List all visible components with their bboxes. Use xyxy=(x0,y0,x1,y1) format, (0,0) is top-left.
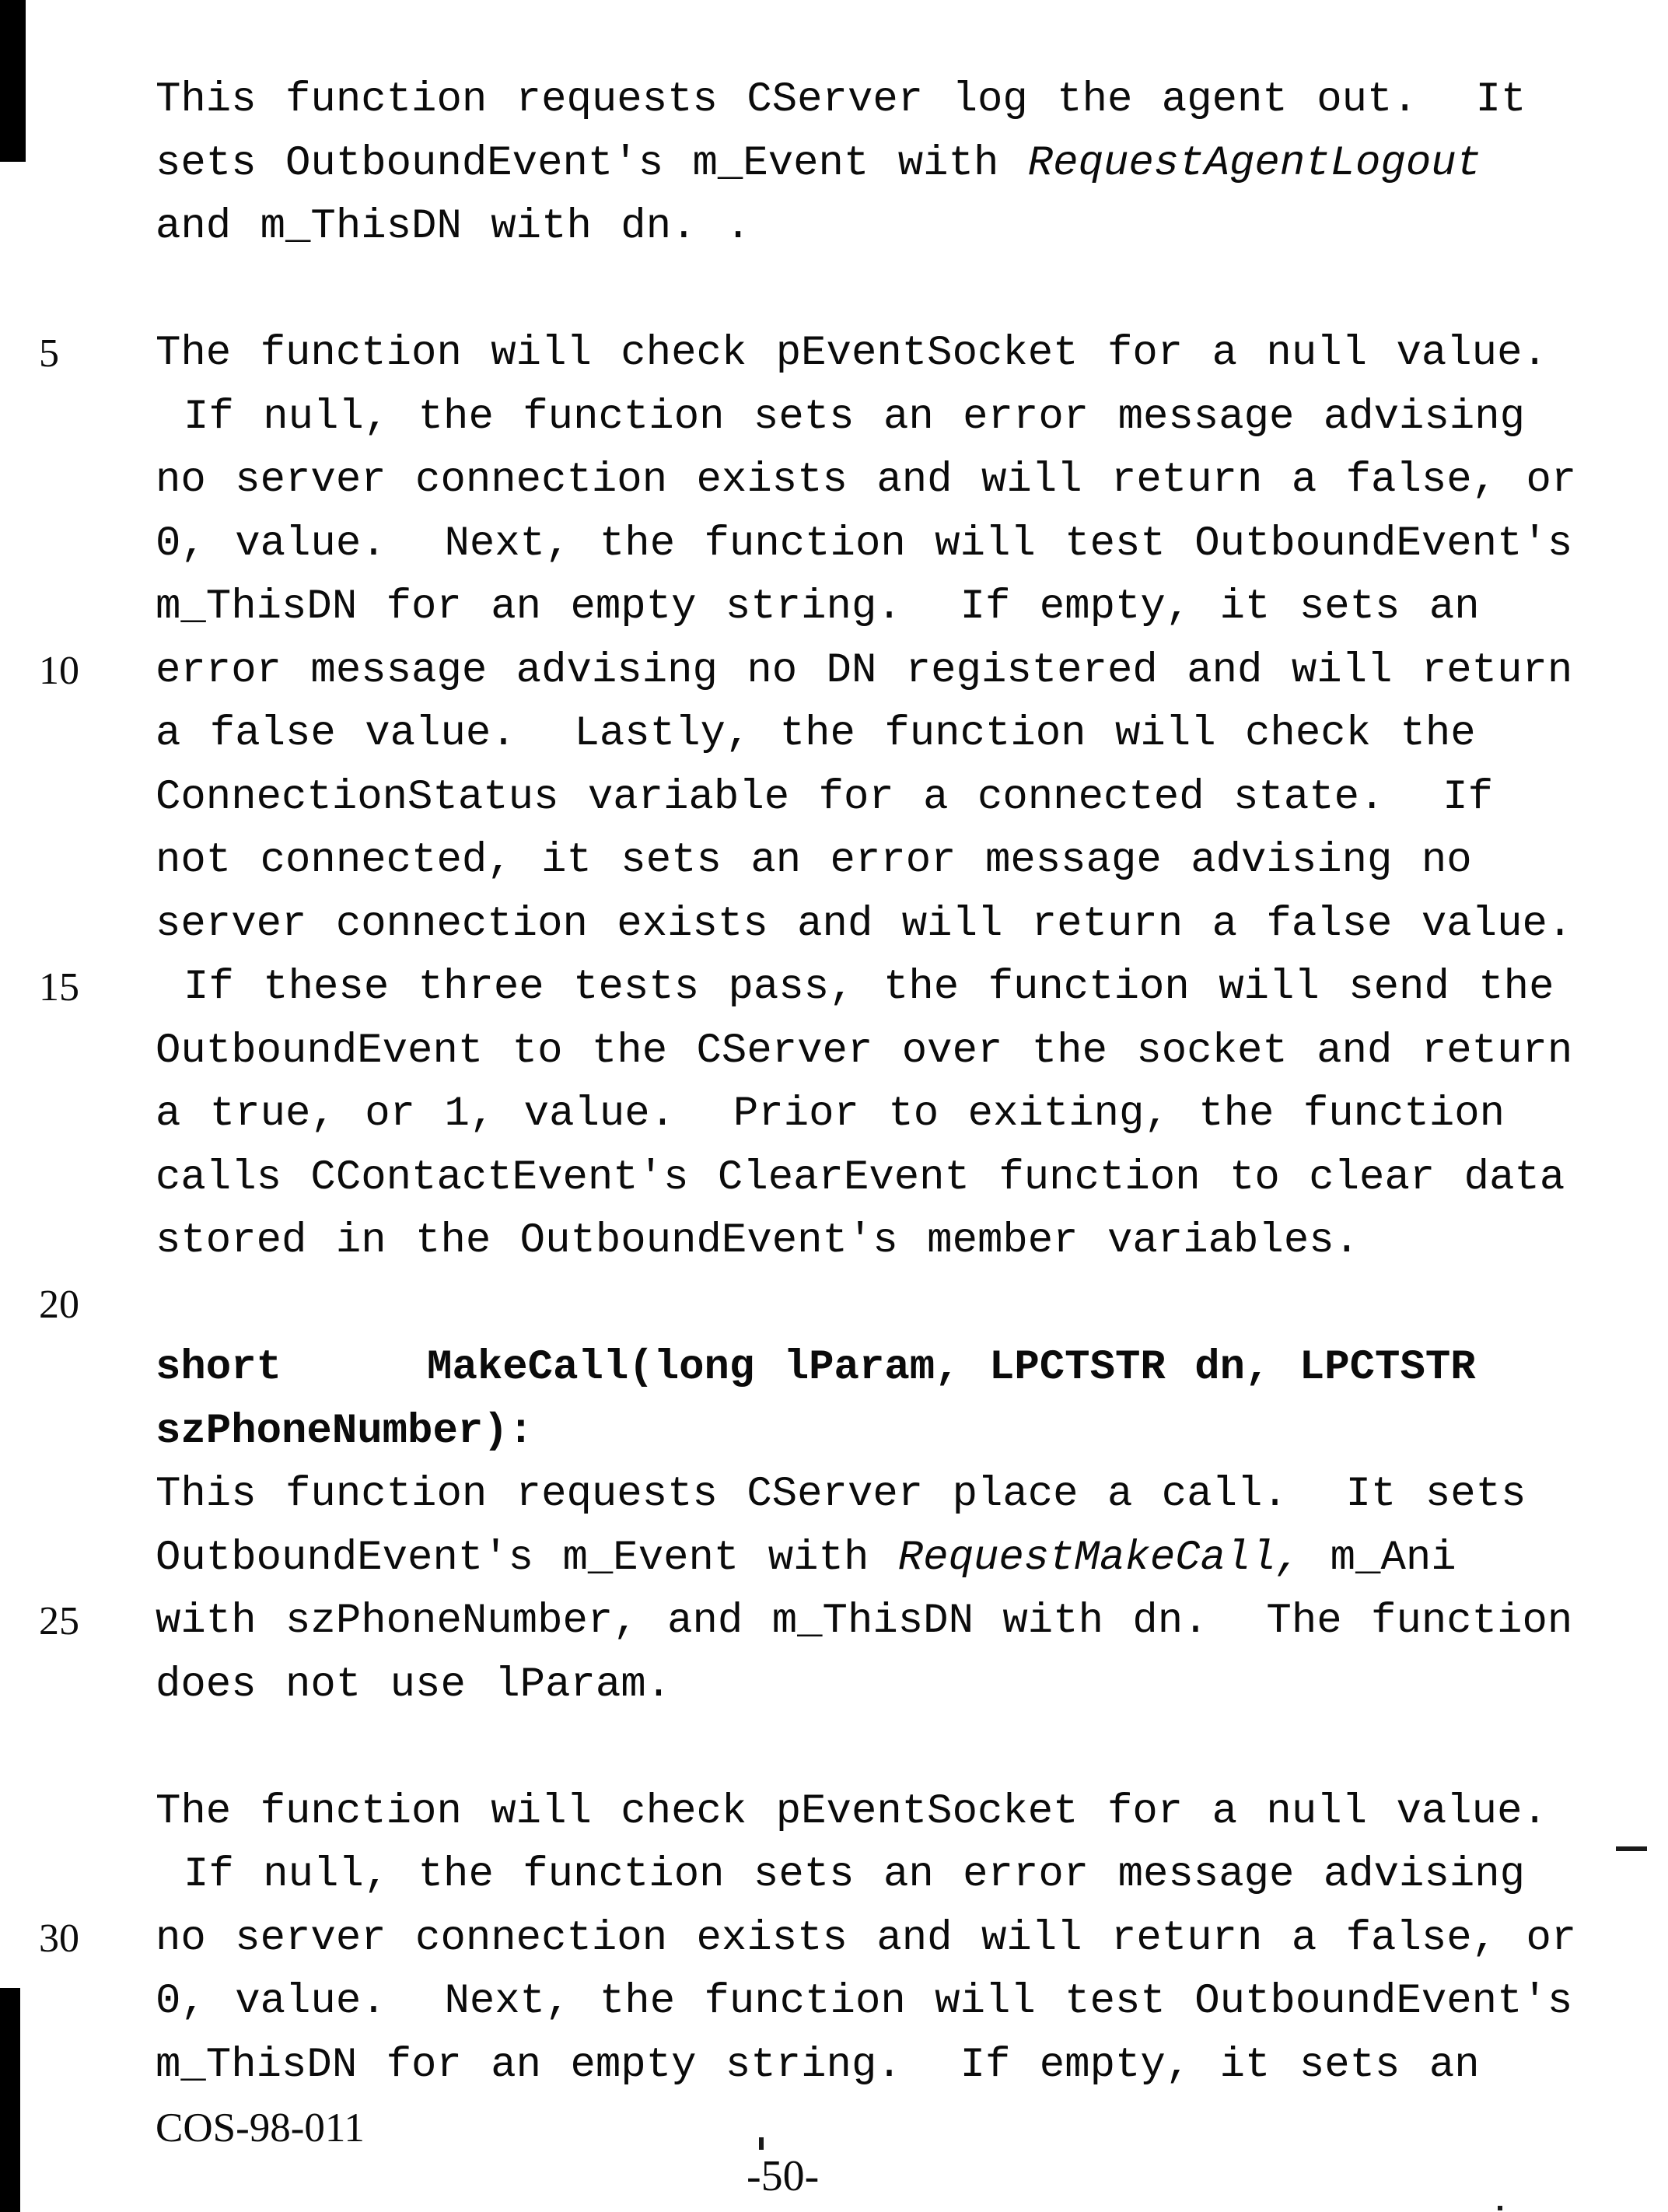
line-number: 25 xyxy=(39,1599,79,1643)
italic-text-segment: RequestAgentLogout xyxy=(1027,139,1482,187)
text-line xyxy=(156,449,1668,513)
text-line xyxy=(156,1970,1668,2034)
text-line xyxy=(156,1717,1668,1780)
text-line xyxy=(156,576,1668,639)
text-segment: If these three tests pass, the function will send the xyxy=(184,964,1554,1011)
text-segment: no server connection exists and will return a false, or xyxy=(156,457,1577,504)
text-segment: does not use lParam. xyxy=(156,1661,672,1709)
text-segment: If null, the function sets an error message advising xyxy=(184,393,1526,441)
text-line xyxy=(156,259,1668,323)
scan-edge-bar xyxy=(0,1988,20,2212)
text-line xyxy=(156,1083,1668,1146)
text-line xyxy=(39,1590,1668,1654)
text-line xyxy=(39,956,1668,1020)
text-segment: 0, value. Next, the function will test OutboundEvent's xyxy=(156,520,1573,568)
text-line xyxy=(156,2034,1668,2098)
text-line xyxy=(156,829,1668,893)
text-line xyxy=(156,893,1668,957)
line-number: 5 xyxy=(39,331,59,376)
text-segment: ConnectionStatus variable for a connected state. If xyxy=(156,773,1494,821)
text-segment: error message advising no DN registered and will return xyxy=(156,646,1573,695)
scan-speck xyxy=(759,2137,764,2150)
text-segment: The function will check pEventSocket for a null value. xyxy=(156,330,1547,377)
text-segment: stored in the OutboundEvent's member variables. xyxy=(156,1217,1360,1265)
text-segment: m_ThisDN for an empty string. If empty, it sets an xyxy=(156,2041,1480,2089)
text-segment: COS-98-011 xyxy=(156,2105,365,2151)
text-line xyxy=(39,1273,1668,1337)
text-line xyxy=(39,322,1668,386)
text-segment: calls CContactEvent's ClearEvent function to clear data xyxy=(156,1153,1565,1202)
italic-text-segment: RequestMakeCall, xyxy=(897,1534,1302,1582)
text-line xyxy=(39,639,1668,703)
text-line xyxy=(39,1907,1668,1971)
text-line xyxy=(156,513,1668,576)
text-line xyxy=(156,132,1668,196)
text-segment: 0, value. Next, the function will test OutboundEvent's xyxy=(156,1978,1573,2025)
doc-id-line xyxy=(156,2097,1668,2161)
text-line xyxy=(156,702,1668,766)
scan-speck xyxy=(1498,2206,1502,2210)
text-line xyxy=(156,1654,1668,1717)
text-segment: The function will check pEventSocket for a null value. xyxy=(156,1787,1547,1836)
text-segment: a false value. Lastly, the function will check the xyxy=(156,710,1476,758)
text-segment: a true, or 1, value. Prior to exiting, the function xyxy=(156,1090,1505,1138)
text-segment: and m_ThisDN with dn. . xyxy=(156,203,751,250)
scan-edge-bar xyxy=(0,0,26,162)
text-segment: OutboundEvent's m_Event with xyxy=(156,1534,898,1582)
line-number: 10 xyxy=(39,648,79,693)
scan-speck xyxy=(1616,1846,1647,1851)
text-line xyxy=(156,386,1668,450)
text-line xyxy=(156,1146,1668,1210)
text-segment: not connected, it sets an error message advising no xyxy=(156,837,1472,884)
text-line xyxy=(156,1843,1668,1907)
text-line xyxy=(156,195,1668,259)
text-segment: This function requests CServer place a call. It sets xyxy=(156,1471,1526,1518)
line-number: 20 xyxy=(39,1282,79,1327)
text-line xyxy=(156,1400,1668,1464)
text-line xyxy=(156,766,1668,830)
text-segment: m_ThisDN for an empty string. If empty, it sets an xyxy=(156,583,1480,631)
text-line xyxy=(156,1780,1668,1844)
text-segment: If null, the function sets an error message advising xyxy=(184,1851,1526,1899)
text-segment: This function requests CServer log the agent out. It xyxy=(156,76,1526,124)
text-line xyxy=(156,1209,1668,1273)
text-segment: server connection exists and will return a false value. xyxy=(156,900,1573,948)
text-line xyxy=(156,1336,1668,1400)
text-segment: szPhoneNumber): xyxy=(156,1407,534,1455)
text-line xyxy=(156,1020,1668,1083)
line-number: 15 xyxy=(39,965,79,1010)
text-segment: OutboundEvent to the CServer over the socket and return xyxy=(156,1027,1573,1075)
text-line xyxy=(156,1463,1668,1527)
text-segment: with szPhoneNumber, and m_ThisDN with dn. The function xyxy=(156,1598,1573,1645)
text-segment: no server connection exists and will return a false, or xyxy=(156,1914,1577,1962)
text-segment: sets OutboundEvent's m_Event with xyxy=(156,139,1028,187)
text-segment: m_Ani xyxy=(1301,1534,1456,1582)
text-line xyxy=(156,68,1668,132)
text-line xyxy=(156,1527,1668,1591)
page-number: -50- xyxy=(747,2152,820,2200)
text-segment: short MakeCall(long lParam, LPCTSTR dn, LPCTSTR xyxy=(156,1344,1476,1391)
line-number: 30 xyxy=(39,1916,79,1961)
